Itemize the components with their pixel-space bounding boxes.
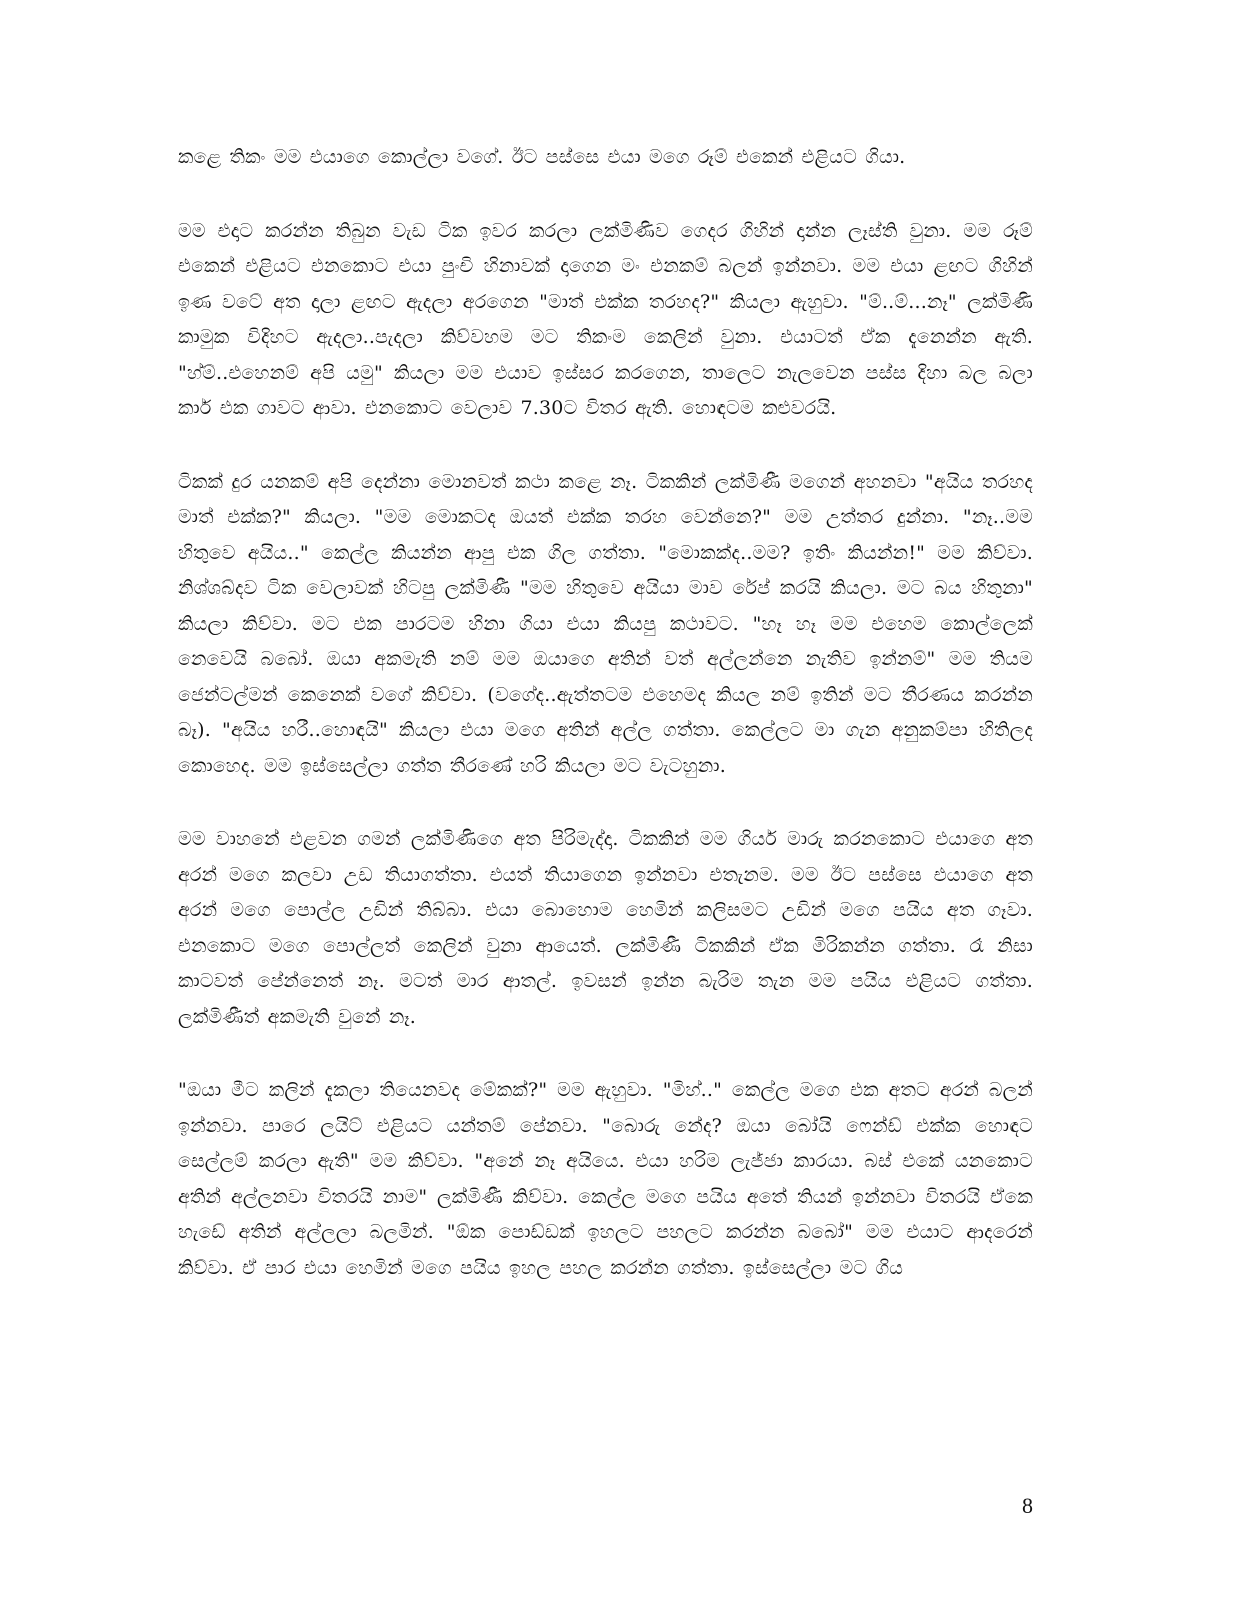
paragraph-5: "ඔයා මීට කලින් දැකලා තියෙනවද මේකක්?" මම ඇහුවා. "මිහ්.." කෙල්ල මගෙ එක අතට අරන් බලන් ඉන්නවා. පාරෙ ලයිට් එළියට යන්තම් පේනවා. "බොරු නේද? ඔයා බෝයි ෆෙන්ඩ් එක්ක හොඳට සෙල්ලම් කරලා ඇති" මම කිව්වා. "අනේ නෑ අයියෙ. එයා හරිම ලැජ්ජා කාරයා. බස් එකේ යනකොට අතින් අල්ලනවා විතරයි නාම" ලක්මිණී කිව්වා. කෙල්ල මගෙ පයිය අතේ තියන් ඉන්නවා විතරයි ඒකෙ හැඩේ අතින් අල්ලලා බලමින්. "ඕක පොඩ්ඩක් ඉහලට පහලට කරන්න බබෝ" මම එයාට ආදරෙන් කිව්වා. ඒ පාර එයා හෙමින් මගෙ පයිය ඉහල පහල කරන්න ගත්තා. ඉස්සෙල්ලා මට ගිය <box>178 1079 1033 1279</box>
page-number: 8 <box>1022 1493 1033 1518</box>
document-body <box>178 140 1033 1324</box>
paragraph-3: ටිකක් දුර යනකම් අපි දෙන්නා මොනවත් කථා කළෙ නෑ. ටිකකින් ලක්මිණී මගෙන් අහනවා "අයිය තරහද මාත් එක්ක?" කියලා. "මම මොකටද ඔයත් එක්ක තරහ වෙන්නෙ?" මම උත්තර දුන්නා. "නෑ..මම හිතුවෙ අයිය.." කෙල්ල කියන්න ආපු එක ගිල ගත්තා. "මොකක්ද..මම? ඉතිං කියන්න!" මම කිව්වා. නිශ්ශබ්දව ටික වෙලාවක් හිටපු ලක්මිණී "මම හිතුවෙ අයියා මාව රේප් කරයි කියලා. මට බය හිතුනා" කියලා කිව්වා. මට එක පාරටම හිනා ගියා එයා කියපු කථාවට. "හෑ හෑ මම එහෙම කොල්ලෙක් නෙවෙයි බබෝ. ඔයා අකමැති නම් මම ඔයාගෙ අතින් වත් අල්ලන්නෙ නැතිව ඉන්නම්" මම තියම ජෙන්ටල්මන් කෙනෙක් වගේ කිව්වා. (වගේද..ඇත්තටම එහෙමද කියල නම් ඉතින් මට තීරණය කරන්න බෑ). "අයිය හරී..හොඳයි" කියලා එයා මගෙ අතින් අල්ල ගත්තා. කෙල්ලට මා ගැන අනුකම්පා හිතිලද කොහෙද. මම ඉස්සෙල්ලා ගත්ත තීරණේ හරි කියලා මට වැටහුනා. <box>178 470 1033 777</box>
paragraph-4: මම වාහනේ එළවන ගමන් ලක්මිණිගෙ අත පිරිමැද්දා. ටිකකින් මම ගියර් මාරු කරනකොට එයාගෙ අත අරන් මගෙ කලවා උඩ තියාගත්තා. එයත් තියාගෙන ඉන්නවා එතැනම. මම ඊට පස්සෙ එයාගෙ අත අරන් මගෙ පොල්ල උඩින් තිබ්බා. එයා බොහොම හෙමින් කලිසමට උඩින් මගෙ පයිය අත ගෑවා. එනකොට මගෙ පොල්ලත් කෙලින් වුනා ආයෙත්. ලක්මිණී ටිකකින් ඒක මිරිකන්න ගත්තා. රෑ නිසා කාටවත් පේන්නෙත් නෑ. මටත් මාර ආතල්. ඉවසන් ඉන්න බැරිම තැන මම පයිය එළියට ගත්තා. ලක්මිණීත් අකමැති වුනේ නෑ. <box>178 828 1033 1028</box>
paragraph-2: මම එදාට කරන්න තිබුන වැඩ ටික ඉවර කරලා ලක්මිණිව ගෙදර ගිහින් දාන්න ලෑස්ති වුනා. මම රූම් එකෙන් එළියට එනකොට එයා පුංචි හිනාවක් දාගෙන මං එනකම් බලන් ඉන්නවා. මම එයා ළඟට ගිහින් ඉණ වටේ අත දාලා ළඟට ඇදලා අරගෙන "මාත් එක්ක තරහද?" කියලා ඇහුවා. "ම්..ම්...නෑ" ලක්මිණි කාමුක විදිහට ඇදලා..පැදලා කිව්වහම මට තිකංම කෙලින් වුනා. එයාටත් ඒක දැනෙන්න ඇති. "හ්ම්..එහෙනම් අපි යමු" කියලා මම එයාව ඉස්සර කරගෙන, තාලෙට නැලවෙන පස්ස දිහා බල බලා කාර් එක ගාවට ආවා. එනකොට වෙලාව 7.30ට විතර ඇති. හොඳටම කළුවරයි. <box>178 219 1033 419</box>
paragraph-1: කළෙ තිකං මම එයාගෙ කොල්ලා වගේ. ඊට පස්සෙ එයා මගෙ රූම් එකෙන් එළියට ගියා. <box>178 146 906 168</box>
